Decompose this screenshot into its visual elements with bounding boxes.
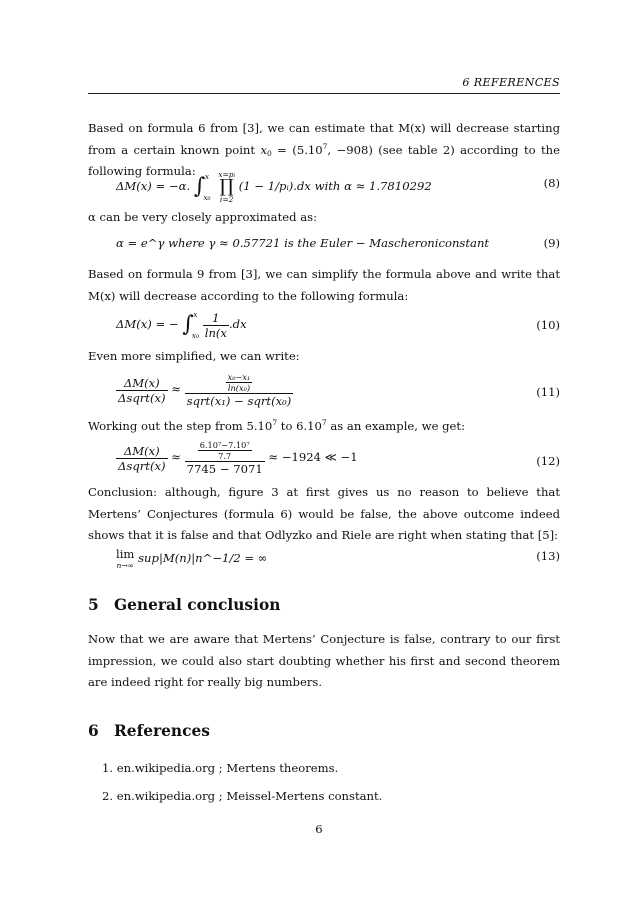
section-number: 6 xyxy=(88,722,99,740)
limit-operator xyxy=(116,548,134,570)
equation-8-body xyxy=(116,170,432,204)
equation-13-body xyxy=(116,548,267,570)
fraction-denominator: ln(x xyxy=(204,325,227,340)
right-numerator xyxy=(185,372,294,394)
worked-example-text-a: Working out the step from 5.10 xyxy=(88,419,273,433)
equation-11-left-fraction xyxy=(116,376,168,405)
paragraph-intro-text-a: Based on formula 6 from [3], we can estimate that M(x) will decrease starting from a certain known point xyxy=(88,121,560,157)
equation-11-right-fraction xyxy=(185,372,294,408)
integral-upper: x xyxy=(204,172,210,181)
equation-12-left-fraction xyxy=(116,444,168,473)
product-operator xyxy=(218,170,235,204)
left-numerator: ΔM(x) xyxy=(116,376,168,391)
equation-9 xyxy=(116,236,560,254)
equation-12-tail: ≈ −1924 ≪ −1 xyxy=(268,450,358,464)
running-header: 6 REFERENCES xyxy=(462,76,560,89)
reference-item: 2. en.wikipedia.org ; Meissel-Mertens constant. xyxy=(102,789,383,803)
section-heading-general-conclusion xyxy=(88,596,280,614)
right-numerator xyxy=(185,440,265,462)
paragraph-conclusion: Conclusion: although, figure 3 at first gives us no reason to believe that Mertens’ Conjectures (formula 6) would be false, the above outcome indeed shows that it is false and that Odlyzko and Riele are right when stating that [5]: xyxy=(88,485,560,542)
equation-13-number: (13) xyxy=(536,549,560,563)
equation-8-lhs: ΔM(x) = −α. xyxy=(116,179,191,193)
product-symbol: ∏ xyxy=(219,176,234,197)
worked-example-text-b: to 6.10 xyxy=(277,419,322,433)
equation-8-number: (8) xyxy=(543,176,560,190)
inner-fraction xyxy=(198,440,252,461)
left-denominator: Δsqrt(x) xyxy=(118,458,166,473)
equation-11-body xyxy=(116,372,293,408)
x0-symbol: x xyxy=(260,142,267,157)
equation-10-lhs: ΔM(x) = − xyxy=(116,317,179,331)
paragraph-alpha: α can be very closely approximated as: xyxy=(88,210,317,224)
paragraph-general-conclusion: Now that we are aware that Mertens’ Conjecture is false, contrary to our first impression, we could also start doubting whether his first and second theorem are indeed right for really big numbers. xyxy=(88,632,560,689)
approx-symbol: ≈ xyxy=(171,450,181,464)
integral-symbol: ∫ xyxy=(193,173,206,199)
worked-example-text-c: as an example, we get: xyxy=(326,419,465,433)
paragraph-intro-eq: = (5.10 xyxy=(271,142,323,157)
integral-upper: x xyxy=(193,310,198,319)
left-numerator: ΔM(x) xyxy=(116,444,168,459)
inner-denominator: 7.7 xyxy=(218,451,232,461)
product-lower: i=2 xyxy=(219,195,234,204)
equation-11 xyxy=(116,372,560,412)
inner-numerator: x₀−x₁ xyxy=(227,372,251,382)
equation-12-right-fraction xyxy=(185,440,265,476)
integral-lower: x₀ xyxy=(191,331,200,340)
equation-11-number: (11) xyxy=(536,385,560,399)
integral-lower: x₀ xyxy=(203,193,211,202)
page-number: 6 xyxy=(315,822,323,836)
limit-subscript: n→∞ xyxy=(116,561,134,570)
equation-8 xyxy=(116,168,560,204)
equation-13-expression: sup|M(n)|n^−1/2 = ∞ xyxy=(138,551,268,565)
paragraph-more-simplified: Even more simplified, we can write: xyxy=(88,349,300,363)
section-title: References xyxy=(114,722,210,740)
x0-subscript: 0 xyxy=(267,148,272,158)
fraction-numerator: 1 xyxy=(203,311,229,326)
section-heading-references xyxy=(88,722,210,740)
equation-12-number: (12) xyxy=(536,454,560,468)
paragraph-worked-example xyxy=(88,416,560,438)
paragraph-intro-text-b: , −908) (see table 2) according to the following formula: xyxy=(88,142,560,178)
reference-item: 1. en.wikipedia.org ; Mertens theorems. xyxy=(102,761,339,775)
equation-9-number: (9) xyxy=(543,236,560,250)
paragraph-intro-exp: 7 xyxy=(322,141,328,151)
inner-numerator: 6.10⁷−7.10⁷ xyxy=(199,440,250,450)
equation-10-number: (10) xyxy=(536,318,560,332)
equation-9-body: α = e^γ where γ ≈ 0.57721 is the Euler − Mascheroniconstant xyxy=(116,236,490,250)
equation-12 xyxy=(116,440,560,482)
approx-symbol: ≈ xyxy=(171,382,181,396)
left-denominator: Δsqrt(x) xyxy=(118,390,166,405)
inner-fraction xyxy=(226,372,253,393)
equation-13 xyxy=(116,548,560,574)
integral-symbol: ∫ xyxy=(182,311,194,337)
equation-10-body xyxy=(116,310,247,340)
product-upper: x=pᵢ xyxy=(218,170,236,179)
right-denominator: sqrt(x₁) − sqrt(x₀) xyxy=(186,394,292,408)
inner-denominator: ln(x₀) xyxy=(227,383,251,393)
section-number: 5 xyxy=(88,596,99,614)
limit-label: lim xyxy=(116,547,135,561)
equation-8-rhs: (1 − 1/pᵢ).dx with α ≈ 1.7810292 xyxy=(238,179,432,193)
worked-example-exp2: 7 xyxy=(321,418,327,427)
paragraph-simplify: Based on formula 9 from [3], we can simplify the formula above and write that M(x) will decrease according to the following formula: xyxy=(88,267,560,303)
equation-12-body xyxy=(116,440,358,476)
section-title: General conclusion xyxy=(114,596,281,614)
header-rule xyxy=(88,93,560,94)
equation-10 xyxy=(116,310,560,346)
equation-10-rhs: .dx xyxy=(228,317,247,331)
right-denominator: 7745 − 7071 xyxy=(186,462,263,476)
equation-10-fraction xyxy=(203,311,229,340)
worked-example-exp1: 7 xyxy=(272,418,278,427)
